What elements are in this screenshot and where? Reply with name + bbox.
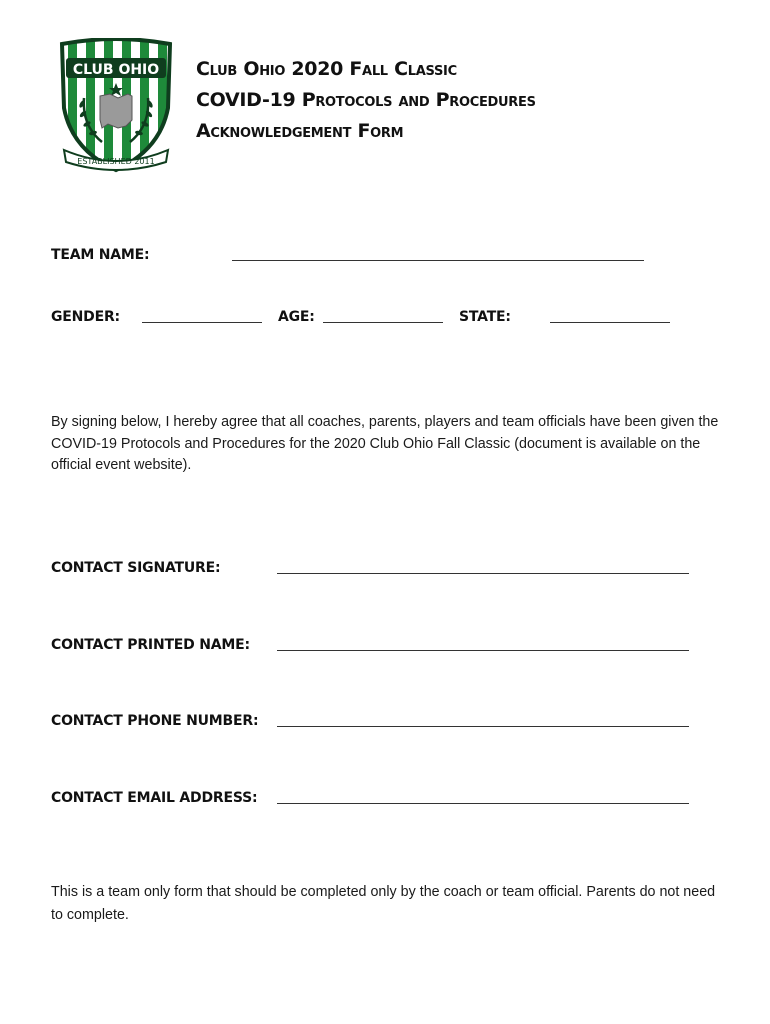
club-ohio-logo	[56, 38, 176, 178]
contact-email-field[interactable]	[277, 803, 689, 804]
contact-phone-label: CONTACT PHONE NUMBER:	[51, 713, 259, 729]
footer-note: This is a team only form that should be completed only by the coach or team official. Parents do not need to complete.	[51, 884, 716, 923]
contact-signature-label: CONTACT SIGNATURE:	[51, 560, 221, 576]
ohio-state-icon	[100, 94, 132, 128]
team-name-field[interactable]	[232, 260, 644, 261]
age-label: AGE:	[278, 309, 315, 325]
logo-club-name: CLUB OHIO	[72, 62, 160, 78]
team-name-label: TEAM NAME:	[51, 247, 150, 263]
contact-signature-field[interactable]	[277, 573, 689, 574]
title-line-2: COVID-19 Protocols and Procedures	[196, 89, 536, 111]
age-field[interactable]	[323, 322, 443, 323]
form-title	[196, 54, 536, 147]
state-field[interactable]	[550, 322, 670, 323]
state-label: STATE:	[459, 309, 511, 325]
gender-label: GENDER:	[51, 309, 120, 325]
contact-printed-name-field[interactable]	[277, 650, 689, 651]
contact-phone-field[interactable]	[277, 726, 689, 727]
contact-email-label: CONTACT EMAIL ADDRESS:	[51, 790, 258, 806]
logo-established: ESTABLISHED 2011	[77, 157, 155, 166]
title-line-1: Club Ohio 2020 Fall Classic	[196, 58, 457, 80]
contact-printed-name-label: CONTACT PRINTED NAME:	[51, 637, 250, 653]
gender-field[interactable]	[142, 322, 262, 323]
title-line-3: Acknowledgement Form	[196, 120, 404, 142]
agreement-paragraph: By signing below, I hereby agree that all coaches, parents, players and team officials have been given the COVID-19 Protocols and Procedures for the 2020 Club Ohio Fall Classic (document is available on the official event website).	[51, 414, 719, 473]
